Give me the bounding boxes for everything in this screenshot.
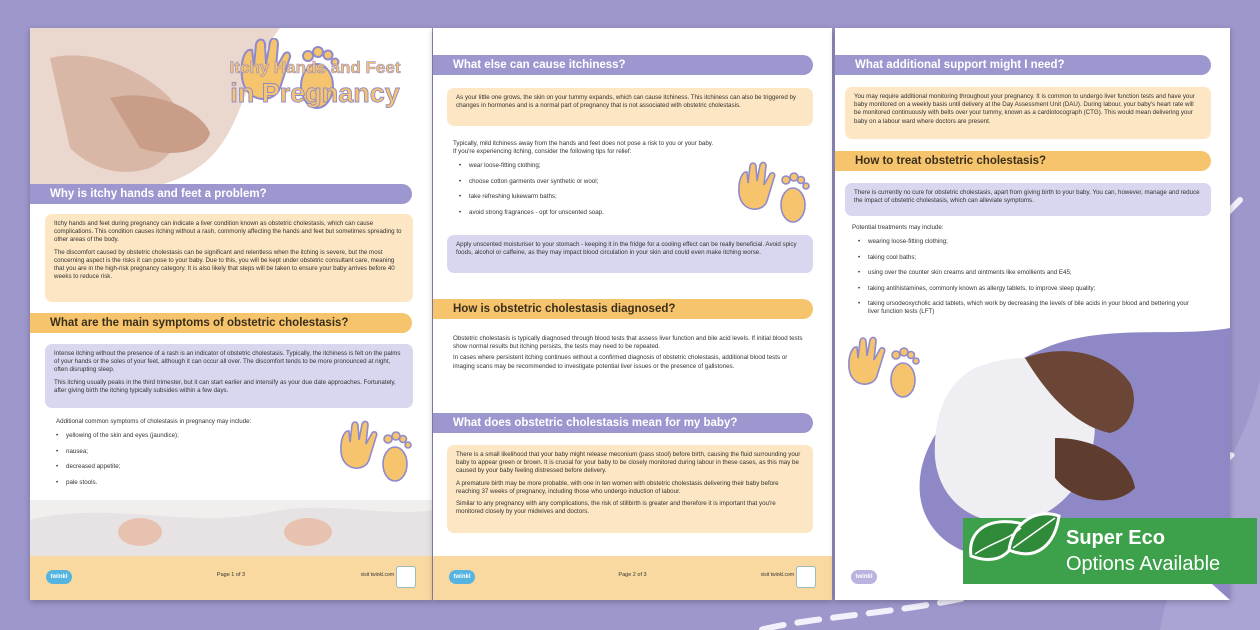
list-item: • taking ursodeoxycholic acid tablets, which work by decreasing the levels of bile acids in your blood and bettering your liver function tests (LFT) <box>858 300 1197 316</box>
footprint-icon <box>335 420 415 490</box>
list-item: • take refreshing lukewarm baths; <box>459 193 783 201</box>
paragraph: In cases where persistent itching continues without a confirmed diagnosis of obstetric cholestasis, additional blood tests or imaging scans may be recommended to investigate potential liver issues or the presence of gallstones. <box>453 354 788 370</box>
treatments-list <box>852 224 1197 324</box>
page-number: Page 1 of 3 <box>216 572 246 578</box>
list-item: • nausea; <box>56 448 356 456</box>
section-heading: What does obstetric cholestasis mean for my baby? <box>433 413 813 433</box>
info-box <box>447 445 813 533</box>
list-intro: Additional common symptoms of cholestasis in pregnancy may include: <box>56 418 252 425</box>
page-2 <box>433 28 832 600</box>
list-item: • wearing loose-fitting clothing; <box>858 238 1197 246</box>
tip-box <box>447 235 813 273</box>
section-heading: How is obstetric cholestasis diagnosed? <box>433 299 813 319</box>
list-item: • wear loose-fitting clothing; <box>459 162 783 170</box>
paragraph: If you're experiencing itching, consider the following tips for relief: <box>453 148 632 156</box>
paragraph: Typically, mild itchiness away from the hands and feet does not pose a risk to you or your baby. <box>453 140 714 147</box>
section-heading: What additional support might I need? <box>835 55 1211 75</box>
certification-badge <box>796 566 816 588</box>
symptoms-list <box>56 418 356 494</box>
paragraph: Intense itching without the presence of a rash is an indicator of obstetric cholestasis. Typically, the itchiness is felt on the palms of your hands or the soles of your feet, although it can occur all over. The discomfort tends to be more pronounced at night, often disrupting sleep. <box>54 350 401 374</box>
page-footer <box>433 556 832 600</box>
list-item: • using over the counter skin creams and ointments like emollients and E45; <box>858 269 1197 277</box>
info-box <box>45 344 413 408</box>
twinkl-logo: twinkl <box>449 570 475 584</box>
page-1 <box>30 28 432 600</box>
footprint-icon <box>733 161 813 231</box>
paragraph: Apply unscented moisturiser to your stomach - keeping it in the fridge for a cooling effect can be really beneficial. Avoid spicy foods, alcohol or caffeine, as they may impact blood circulation in your skin and could even make itching worse. <box>456 241 797 257</box>
paragraph: There is currently no cure for obstetric cholestasis, apart from giving birth to your baby. You can, however, manage and reduce the impact of obstetric cholestasis, which can alleviate symptoms. <box>854 189 1200 205</box>
leaf-icon <box>963 498 1063 588</box>
footer-url: visit twinkl.com <box>360 572 394 578</box>
paragraph: Obstetric cholestasis is typically diagnosed through blood tests that assess liver function and bile acid levels. If initial blood tests show normal results but itching persists, the tests may need to be repeated. <box>453 335 803 351</box>
hands-photo <box>30 28 432 198</box>
paragraph: As your little one grows, the skin on your tummy expands, which can cause itchiness. This itchiness can also be triggered by changes in hormones and is a normal part of pregnancy that is not associated with obstetric cholestasis. <box>456 94 797 110</box>
paragraph: You may require additional monitoring throughout your pregnancy. It is common to undergo liver function tests and have your baby monitored on a weekly basis until delivery at the Day Assessment Unit (DAU). During labour, your baby's heart rate will be monitored continuously with belts over your tummy, known as a cardiotocograph (CTG). This would mean delivering your baby on a labour ward where doctors are present. <box>854 93 1195 125</box>
title-line-1: Itchy Hands and Feet <box>229 58 401 77</box>
list-item: • decreased appetite; <box>56 463 356 471</box>
footer-url: visit twinkl.com <box>760 572 794 578</box>
eco-options-banner[interactable] <box>963 518 1257 584</box>
list-item: • taking antihistamines, commonly known as allergy tablets, to improve sleep quality; <box>858 285 1197 293</box>
paragraph: Itchy hands and feet during pregnancy can indicate a liver condition known as obstetric cholestasis, which can cause complications. This condition causes itching without a rash, commonly affecting the hands and feet but sometimes spreading to other areas of the body. <box>54 220 402 244</box>
info-box <box>845 183 1211 216</box>
info-box <box>447 88 813 126</box>
list-item: • avoid strong fragrances - opt for unscented soap. <box>459 209 783 217</box>
certification-badge <box>396 566 416 588</box>
info-box <box>845 87 1211 139</box>
twinkl-logo: twinkl <box>851 570 877 584</box>
footprint-icon <box>843 336 923 406</box>
paragraph: This itching usually peaks in the third trimester, but it can start earlier and intensify as your due date approaches. Fortunately, after giving birth the itching typically subsides within a few days. <box>54 378 396 394</box>
page-title <box>200 58 430 108</box>
paragraph: Similar to any pregnancy with any complications, the risk of stillbirth is greater and therefore it is important that you're monitored closely by your midwives and doctors. <box>456 500 776 516</box>
list-intro: Potential treatments may include: <box>852 224 944 231</box>
list-item: • yellowing of the skin and eyes (jaundice); <box>56 432 356 440</box>
list-item: • pale stools. <box>56 479 356 487</box>
paragraph: A premature birth may be more probable, with one in ten women with obstetric cholestasis delivering their baby before reaching 37 weeks of pregnancy, including those who undergo induction of labour. <box>456 479 779 495</box>
eco-subtitle: Options Available <box>1066 553 1221 575</box>
paragraph: There is a small likelihood that your baby might release meconium (pass stool) before birth, causing the fluid surrounding your baby to appear green or brown. It is crucial for your baby to be closely monitored during labour in these cases, as this may be caused by your baby feeling distressed before delivery. <box>456 451 801 475</box>
section-heading: Why is itchy hands and feet a problem? <box>30 184 412 204</box>
twinkl-logo: twinkl <box>46 570 72 584</box>
section-heading: What are the main symptoms of obstetric cholestasis? <box>30 313 412 333</box>
page-number: Page 2 of 3 <box>618 572 647 578</box>
page-footer <box>30 556 432 600</box>
title-line-2: in Pregnancy <box>230 78 400 108</box>
section-heading: How to treat obstetric cholestasis? <box>835 151 1211 171</box>
diagnosis-text <box>453 335 808 374</box>
baby-feet-photo <box>30 500 432 556</box>
eco-title: Super Eco <box>1066 527 1165 549</box>
info-box <box>45 214 413 302</box>
paragraph: The discomfort caused by obstetric cholestasis can be significant and relentless when the itching is severe, but the most concerning aspect is the risks it can pose to your baby. Due to this, you will be kept under obstetric consultant care, meaning that you are in the high-risk pregnancy category. It is also likely that steps will be taken to ensure your baby arrives before 40 weeks to reduce risk. <box>54 248 395 281</box>
list-item: • taking cool baths; <box>858 254 1197 262</box>
section-heading: What else can cause itchiness? <box>433 55 813 75</box>
list-item: • choose cotton garments over synthetic or wool; <box>459 178 783 186</box>
